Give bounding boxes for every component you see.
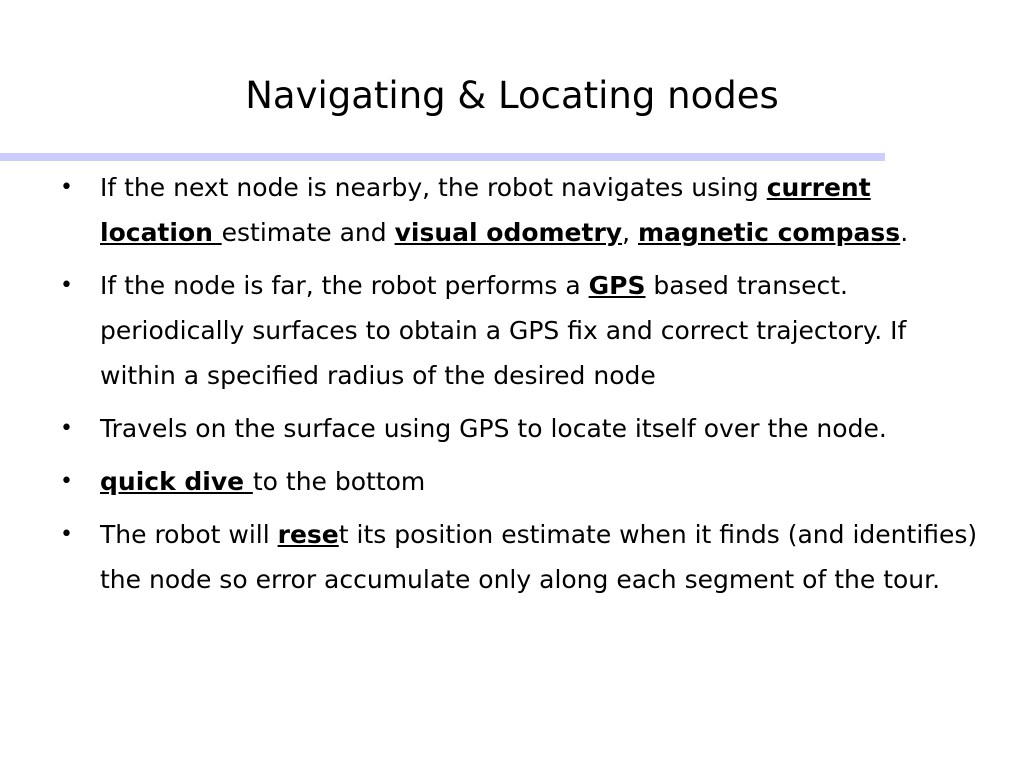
bullet-text: If the next node is nearby, the robot navigates using xyxy=(100,173,767,202)
bullet-item xyxy=(0,165,1024,255)
emphasized-term: visual odometry xyxy=(394,218,623,247)
bullet-text: based transect. periodically surfaces to obtain a GPS fix and correct trajectory. If within a specified radius of the desired node xyxy=(100,271,907,390)
bullet-text: t its position estimate when it finds (and identifies) the node so error accumulate only along each segment of the tour. xyxy=(100,520,978,594)
emphasized-term: rese xyxy=(277,520,339,549)
bullet-item xyxy=(0,459,1024,504)
bullet-text: If the node is far, the robot performs a xyxy=(100,271,589,300)
bullet-marker: • xyxy=(60,522,73,547)
bullet-text: estimate and xyxy=(221,218,395,247)
bullet-marker: • xyxy=(60,416,73,441)
emphasized-term: magnetic compass xyxy=(638,218,901,247)
title-divider xyxy=(0,153,885,161)
bullet-text: to the bottom xyxy=(252,467,426,496)
bullet-item xyxy=(0,512,1024,602)
bullet-marker: • xyxy=(60,469,73,494)
emphasized-term: GPS xyxy=(588,271,646,300)
bullet-text: . xyxy=(900,218,909,247)
bullet-text: , xyxy=(622,218,638,247)
slide-title: Navigating & Locating nodes xyxy=(245,74,779,117)
bullet-marker: • xyxy=(60,273,73,298)
bullet-list xyxy=(0,165,1024,610)
bullet-text: Travels on the surface using GPS to locate itself over the node. xyxy=(100,414,887,443)
bullet-marker: • xyxy=(60,175,73,200)
bullet-item xyxy=(0,263,1024,398)
bullet-item xyxy=(0,406,1024,451)
emphasized-term: current location xyxy=(100,173,871,247)
bullet-text: The robot will xyxy=(100,520,278,549)
emphasized-term: quick dive xyxy=(100,467,253,496)
